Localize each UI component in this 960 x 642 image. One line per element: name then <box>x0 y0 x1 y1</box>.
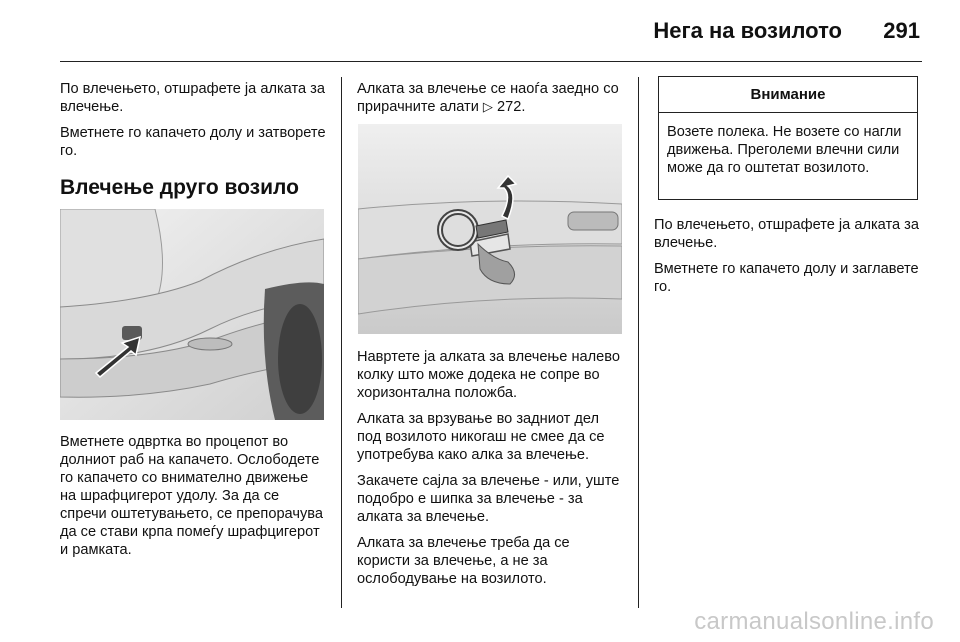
paragraph: Закачете сајла за влечење - или, уште подобро е шипка за влечење - за алката за влечење. <box>357 473 620 525</box>
column-2-body <box>357 348 625 596</box>
column-3-body <box>654 216 920 304</box>
paragraph: Вметнете го капачето долу и заглавете го. <box>654 261 919 295</box>
column-divider-2 <box>638 77 639 608</box>
page-header-title: Нега на возилото <box>653 18 842 43</box>
illustration-rear-bumper-cover <box>60 209 324 420</box>
paragraph-text: Алката за влечење се наоѓа заедно со прирачните алати <box>357 81 619 115</box>
page-number: 291 <box>883 18 920 43</box>
header-rule <box>60 61 922 62</box>
column-1-intro <box>60 80 326 168</box>
column-divider-1 <box>341 77 342 608</box>
paragraph: Алката за влечење треба да се користи за влечење, а не за ослободување на возилото. <box>357 535 570 587</box>
warning-title: Внимание <box>659 77 917 113</box>
page-ref-number: 272. <box>492 99 526 115</box>
paragraph-with-reference <box>357 80 625 116</box>
illustration-towing-eye <box>358 124 622 334</box>
column-1-body <box>60 433 326 567</box>
column-2-intro <box>357 80 625 124</box>
warning-box <box>658 76 918 200</box>
watermark: carmanualsonline.info <box>694 608 934 635</box>
paragraph: Алката за врзување во задниот дел под возилото никогаш не смее да се употребува како алка за влечење. <box>357 411 605 463</box>
section-heading: Влечење друго возило <box>60 176 299 199</box>
warning-body: Возете полека. Не возете со нагли движења. Преголеми влечни сили може да го оштетат возилото. <box>667 124 902 176</box>
paragraph: Вметнете го капачето долу и затворете го. <box>60 125 326 159</box>
paragraph: Вметнете одвртка во процепот во долниот раб на капачето. Ослободете го капачето со внимателно движење на шрафцигерот удолу. За да се спречи оштетувањето, се препорачува да се стави крпа помеѓу шрафцигерот и рамката. <box>60 434 323 558</box>
paragraph: По влечењето, отшрафете ја алката за влечење. <box>60 81 325 115</box>
paragraph: Навртете ја алката за влечење налево колку што може додека не сопре во хоризонтална положба. <box>357 349 620 401</box>
page-ref-arrow-icon: ▷ <box>482 99 493 114</box>
paragraph: По влечењето, отшрафете ја алката за влечење. <box>654 217 919 251</box>
